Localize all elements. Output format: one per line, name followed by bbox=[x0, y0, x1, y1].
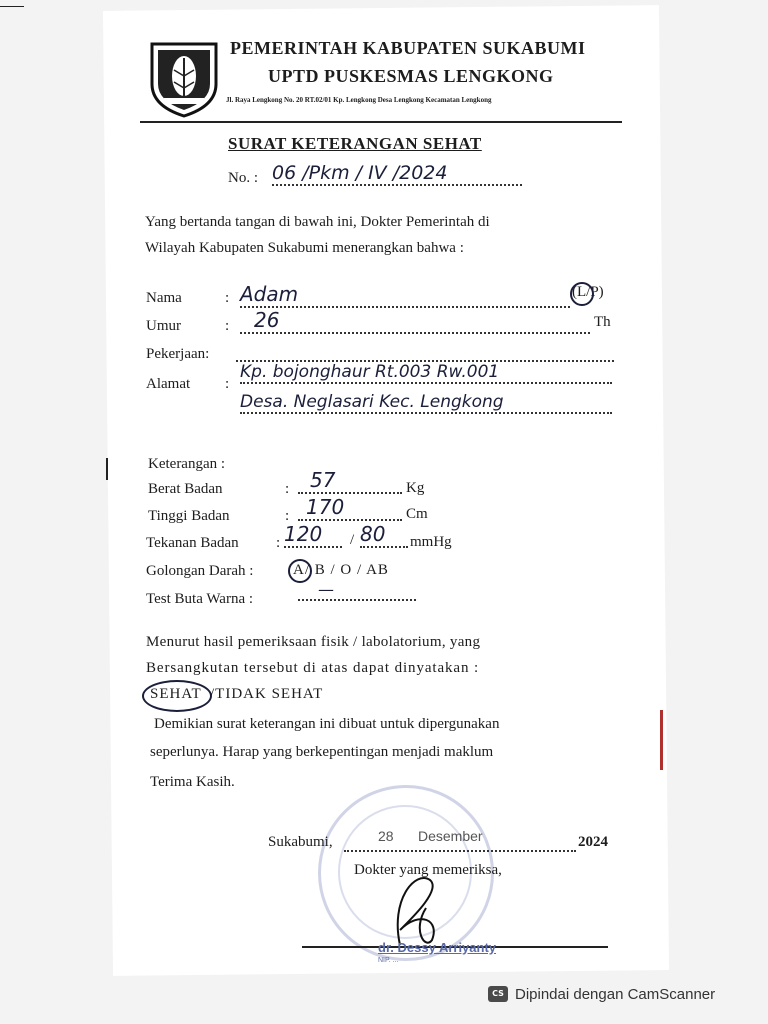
doctor-name: dr. Dessy Arriyanty bbox=[378, 940, 497, 955]
umur-value: 26 bbox=[240, 308, 590, 334]
signature-month: Desember bbox=[418, 828, 483, 844]
pekerjaan-label: Pekerjaan: bbox=[146, 346, 210, 362]
header-unit: UPTD PUSKESMAS LENGKONG bbox=[268, 66, 554, 86]
alamat-line-2: Desa. Neglasari Kec. Lengkong bbox=[240, 392, 612, 414]
signature-role: Dokter yang memeriksa, bbox=[354, 862, 502, 878]
golongan-options: A/ B / O / AB bbox=[293, 562, 389, 578]
tekanan-unit: mmHg bbox=[410, 534, 452, 550]
gender-circle-mark bbox=[570, 282, 594, 306]
tekanan-label: Tekanan Badan bbox=[146, 535, 239, 551]
closing-line-3: Terima Kasih. bbox=[150, 774, 235, 790]
colon: : bbox=[285, 481, 290, 497]
buta-warna-value: — bbox=[298, 580, 416, 601]
camscanner-watermark: Dipindai dengan CamScanner bbox=[515, 986, 716, 1003]
closing-line-1: Demikian surat keterangan ini dibuat untuk dipergunakan bbox=[154, 716, 500, 732]
golongan-label: Golongan Darah : bbox=[146, 563, 254, 579]
intro-line-2: Wilayah Kabupaten Sukabumi menerangkan bahwa : bbox=[145, 240, 464, 256]
tekanan-slash: / bbox=[350, 532, 355, 548]
header-address: Jl. Raya Lengkong No. 20 RT.02/01 Kp. Lengkong Desa Lengkong Kecamatan Lengkong bbox=[226, 96, 492, 104]
camscanner-logo-icon: CS bbox=[488, 986, 508, 1002]
colon: : bbox=[285, 508, 290, 524]
gender-options: (L/P) bbox=[572, 284, 604, 300]
scan-edge-mark bbox=[660, 710, 663, 770]
nama-value: Adam bbox=[240, 282, 570, 308]
result-line-1: Menurut hasil pemeriksaan fisik / labolatorium, yang bbox=[146, 634, 481, 650]
berat-label: Berat Badan bbox=[148, 481, 223, 497]
tinggi-unit: Cm bbox=[406, 506, 428, 522]
colon: : bbox=[276, 535, 281, 551]
berat-unit: Kg bbox=[406, 480, 425, 496]
header-government: PEMERINTAH KABUPATEN SUKABUMI bbox=[230, 38, 586, 58]
keterangan-heading: Keterangan : bbox=[148, 456, 226, 472]
pekerjaan-value bbox=[236, 346, 614, 362]
colon: : bbox=[225, 318, 230, 334]
number-value: 06 /Pkm / IV /2024 bbox=[272, 162, 522, 186]
sehat-circle-mark bbox=[142, 680, 212, 712]
signature-year: 2024 bbox=[578, 834, 608, 850]
regency-logo-icon bbox=[148, 40, 220, 118]
alamat-line-1: Kp. bojonghaur Rt.003 Rw.001 bbox=[240, 362, 612, 384]
document-title: SURAT KETERANGAN SEHAT bbox=[228, 134, 482, 153]
signature-day: 28 bbox=[378, 828, 394, 844]
result-tidak-sehat: /TIDAK SEHAT bbox=[210, 686, 324, 702]
alamat-label: Alamat bbox=[146, 376, 191, 392]
berat-value: 57 bbox=[298, 468, 402, 494]
signature-place: Sukabumi, bbox=[268, 834, 333, 850]
buta-warna-label: Test Buta Warna : bbox=[146, 591, 254, 607]
umur-unit: Th bbox=[594, 314, 611, 330]
colon: : bbox=[225, 376, 230, 392]
colon: : bbox=[225, 290, 230, 306]
scan-edge-mark bbox=[106, 458, 108, 480]
doctor-nip: NIP. ... bbox=[378, 957, 399, 964]
scan-edge-mark bbox=[0, 6, 24, 7]
result-sehat: SEHAT bbox=[150, 686, 202, 702]
umur-label: Umur bbox=[146, 318, 181, 334]
handwritten-signature bbox=[370, 860, 460, 950]
tekanan-systolic: 120 bbox=[284, 522, 342, 548]
tinggi-label: Tinggi Badan bbox=[148, 508, 230, 524]
result-line-2: Bersangkutan tersebut di atas dapat dinyatakan : bbox=[146, 660, 480, 676]
intro-line-1: Yang bertanda tangan di bawah ini, Dokter Pemerintah di bbox=[145, 214, 490, 230]
tekanan-diastolic: 80 bbox=[360, 522, 408, 548]
number-label: No. : bbox=[228, 170, 258, 186]
closing-line-2: seperlunya. Harap yang berkepentingan menjadi maklum bbox=[150, 744, 494, 760]
tinggi-value: 170 bbox=[298, 495, 402, 521]
header-divider bbox=[140, 121, 622, 123]
nama-label: Nama bbox=[146, 290, 182, 306]
